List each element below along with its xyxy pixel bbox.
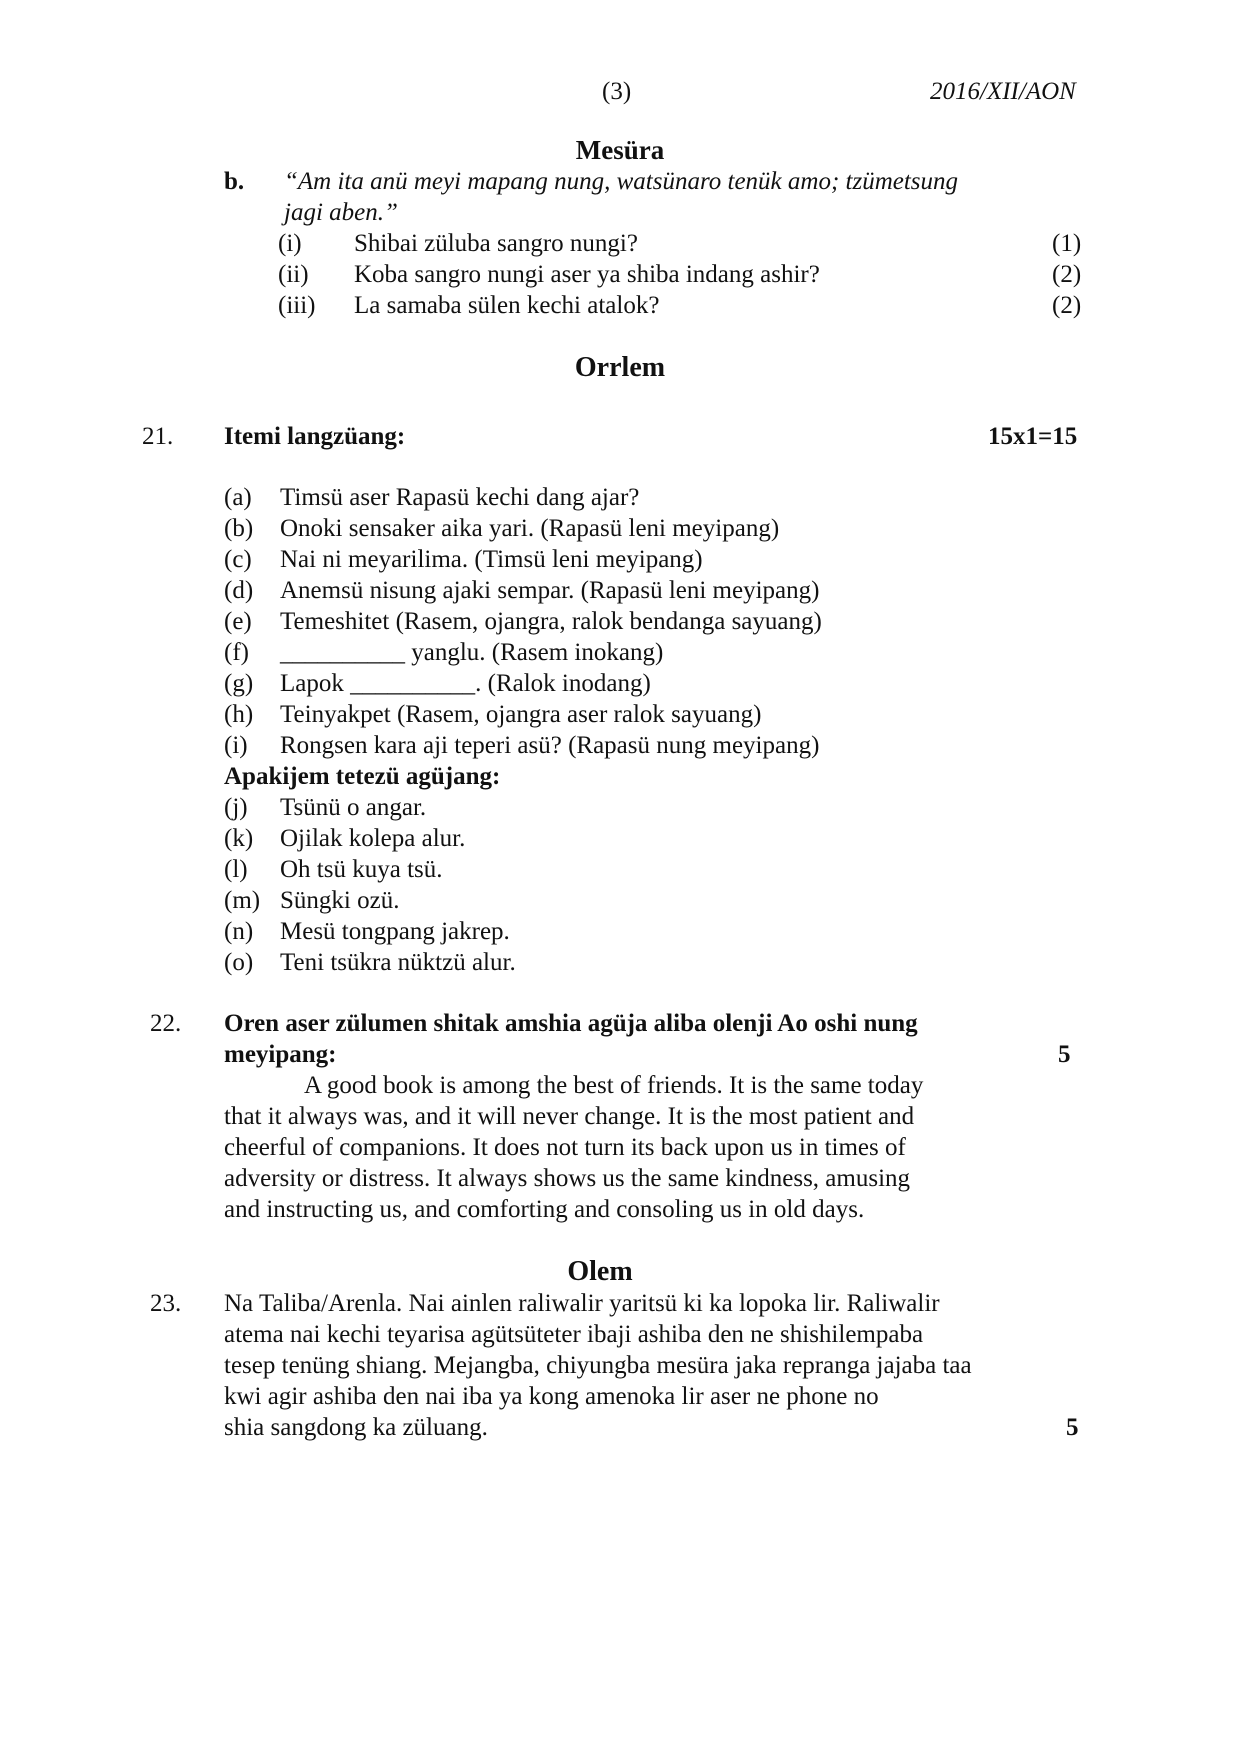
item-number: (b) [224,515,254,542]
question-line: tesep tenüng shiang. Mejangba, chiyungba mesüra jaka repranga jajaba taa [224,1352,972,1379]
question-22-passage [224,1070,923,1225]
item-number: (h) [224,701,254,728]
question-line: kwi agir ashiba den nai iba ya kong amenoka lir aser ne phone no [224,1383,879,1410]
passage-line: cheerful of companions. It does not turn its back upon us in times of [224,1134,906,1161]
question-line: shia sangdong ka züluang. [224,1414,488,1441]
list-item [0,482,1240,513]
quote-line-1: “Am ita anü meyi mapang nung, watsünaro tenük amo; tzümetsung [284,168,959,195]
item-number: (o) [224,949,254,976]
item-text: Onoki sensaker aika yari. (Rapasü leni meyipang) [280,515,780,542]
list-item [0,916,1240,947]
mesura-question [0,290,1240,321]
mesura-heading: Mesüra [575,135,665,165]
list-item [0,792,1240,823]
list-item [0,854,1240,885]
list-item [0,637,1240,668]
item-text: Teinyakpet (Rasem, ojangra aser ralok sayuang) [280,701,762,728]
item-number: (k) [224,825,254,852]
question-text: Shibai züluba sangro nungi? [354,230,638,257]
list-item [0,947,1240,978]
item-text: Oh tsü kuya tsü. [280,856,443,883]
item-text: Lapok __________. (Ralok inodang) [280,670,651,697]
passage-line: adversity or distress. It always shows us the same kindness, amusing [224,1165,911,1192]
question-marks: (2) [1052,261,1082,288]
question-text: La samaba sülen kechi atalok? [354,292,660,319]
question-number: (ii) [278,261,309,288]
item-text: Teni tsükra nüktzü alur. [280,949,516,976]
question-21-subheading: Apakijem tetezü agüjang: [224,763,501,790]
item-text: Süngki ozü. [280,887,400,914]
item-text: Tsünü o angar. [280,794,427,821]
list-item [0,885,1240,916]
exam-code: 2016/XII/AON [930,78,1076,105]
question-number: 21. [142,423,174,450]
item-number: (f) [224,639,249,666]
passage-line: that it always was, and it will never change. It is the most patient and [224,1103,915,1130]
list-item [0,606,1240,637]
item-number: (i) [224,732,248,759]
item-number: (l) [224,856,248,883]
item-text: Rongsen kara aji teperi asü? (Rapasü nung meyipang) [280,732,820,759]
question-22-marks: 5 [1058,1041,1071,1068]
question-line: Na Taliba/Arenla. Nai ainlen raliwalir yaritsü ki ka lopoka lir. Raliwalir [224,1290,940,1317]
item-text: Nai ni meyarilima. (Timsü leni meyipang) [280,546,703,573]
list-item [0,668,1240,699]
question-line: atema nai kechi teyarisa agütsüteter ibaji ashiba den ne shishilempaba [224,1321,924,1348]
question-23-number: 23. [150,1290,182,1317]
item-number: (a) [224,484,252,511]
question-22-title-line-1: Oren aser zülumen shitak amshia agüja aliba olenji Ao oshi nung [224,1010,918,1037]
question-22-title-line-2: meyipang: [224,1041,337,1068]
list-item [0,544,1240,575]
list-item [0,823,1240,854]
orrlem-heading: Orrlem [574,352,666,383]
sub-question-label: b. [224,168,245,195]
question-22-number: 22. [150,1010,182,1037]
passage-line: A good book is among the best of friends. It is the same today [304,1072,924,1099]
item-number: (c) [224,546,252,573]
item-number: (e) [224,608,252,635]
quote-line-2: jagi aben.” [284,199,398,226]
question-23-marks: 5 [1066,1414,1079,1441]
item-number: (d) [224,577,254,604]
list-item [0,730,1240,761]
question-title: Itemi langzüang: [224,423,406,450]
question-number: (iii) [278,292,316,319]
passage-line: and instructing us, and comforting and consoling us in old days. [224,1196,865,1223]
item-text: Anemsü nisung ajaki sempar. (Rapasü leni meyipang) [280,577,820,604]
question-marks: (1) [1052,230,1082,257]
question-number: (i) [278,230,302,257]
question-23-text [224,1288,972,1443]
question-marks: 15x1=15 [988,423,1078,450]
list-item [0,513,1240,544]
item-number: (g) [224,670,254,697]
item-text: Timsü aser Rapasü kechi dang ajar? [280,484,640,511]
list-item [0,575,1240,606]
question-marks: (2) [1052,292,1082,319]
item-text: Temeshitet (Rasem, ojangra, ralok bendanga sayuang) [280,608,822,635]
mesura-question [0,259,1240,290]
question-text: Koba sangro nungi aser ya shiba indang ashir? [354,261,820,288]
question-21-header [0,421,1240,452]
item-text: Mesü tongpang jakrep. [280,918,510,945]
item-text: Ojilak kolepa alur. [280,825,466,852]
item-number: (m) [224,887,261,914]
list-item [0,699,1240,730]
item-number: (j) [224,794,248,821]
item-number: (n) [224,918,254,945]
item-text: __________ yanglu. (Rasem inokang) [280,639,664,666]
olem-heading: Olem [567,1256,633,1287]
page-number: (3) [602,78,632,105]
mesura-question [0,228,1240,259]
